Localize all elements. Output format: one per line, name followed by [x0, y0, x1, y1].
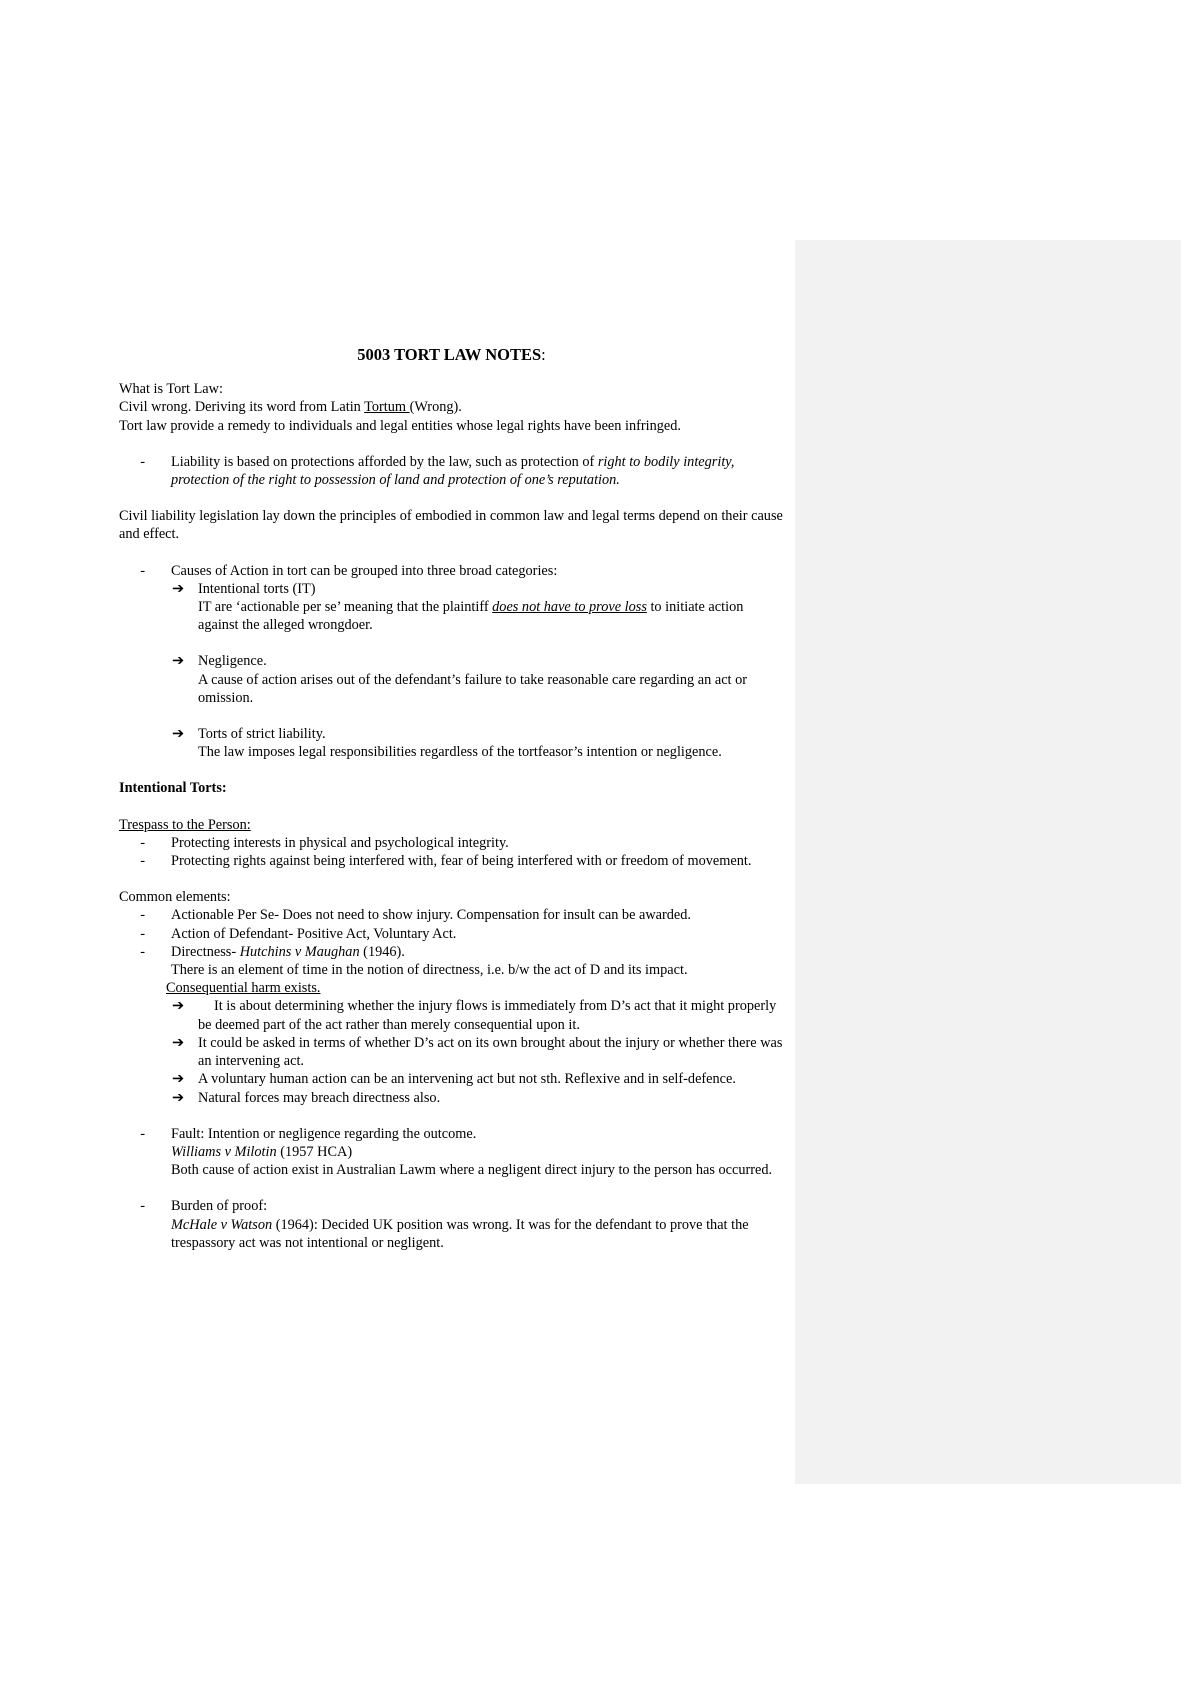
- arrow-icon: ➔: [172, 580, 184, 597]
- intro-line-1: Civil wrong. Deriving its word from Latin Tortum (Wrong).: [119, 399, 462, 416]
- trespass-bullet-1: - Protecting interests in physical and psychological integrity.: [140, 834, 509, 851]
- arrow-icon: ➔: [172, 1071, 184, 1088]
- intentional-torts-item: ➔ Intentional torts (IT): [172, 580, 316, 597]
- common-bullet-2: - Action of Defendant- Positive Act, Voluntary Act.: [140, 925, 457, 942]
- directness-arrow-4: ➔ Natural forces may breach directness also.: [172, 1089, 441, 1106]
- burden-bullet: - Burden of proof: McHale v Watson (1964): Decided UK position was wrong. It was for the defendant to prove that the trespassory act was not intentional or negligent.: [140, 1198, 749, 1251]
- consequential-harm-line: Consequential harm exists.: [166, 980, 321, 997]
- negligence-item: ➔ Negligence.: [172, 653, 267, 670]
- arrow-icon: ➔: [172, 726, 184, 743]
- arrow-icon: ➔: [172, 998, 184, 1015]
- negligence-body: A cause of action arises out of the defendant’s failure to take reasonable care regarding an act or omission.: [198, 671, 747, 706]
- arrow-icon: ➔: [172, 1089, 184, 1106]
- page-title: 5003 TORT LAW NOTES:: [357, 345, 546, 364]
- liability-bullet: - Liability is based on protections afforded by the law, such as protection of right to bodily integrity, protection of the right to possession of land and protection of one’s reputation.: [140, 453, 735, 489]
- intro-question: What is Tort Law:: [119, 381, 223, 398]
- comment-pane: [795, 240, 1181, 1484]
- directness-arrow-2: ➔ It could be asked in terms of whether D’s act on its own brought about the injury or whether there was an intervening act.: [172, 1034, 783, 1070]
- document-body: [119, 346, 784, 1252]
- common-elements-heading: Common elements:: [119, 889, 231, 906]
- arrow-icon: ➔: [172, 653, 184, 670]
- intentional-torts-heading: Intentional Torts:: [119, 780, 227, 797]
- trespass-heading: Trespass to the Person:: [119, 816, 251, 833]
- common-bullet-1: - Actionable Per Se- Does not need to show injury. Compensation for insult can be awarded.: [140, 907, 691, 924]
- intro-line-2: Tort law provide a remedy to individuals and legal entities whose legal rights have been infringed.: [119, 417, 681, 434]
- causes-bullet: - Causes of Action in tort can be grouped into three broad categories:: [140, 562, 558, 579]
- directness-arrow-3: ➔ A voluntary human action can be an intervening act but not sth. Reflexive and in self-defence.: [172, 1071, 736, 1088]
- directness-arrow-1: ➔ It is about determining whether the injury flows is immediately from D’s act that it might properly be deemed part of the act rather than merely consequential upon it.: [172, 998, 777, 1033]
- strict-liability-body: The law imposes legal responsibilities regardless of the tortfeasor’s intention or negligence.: [198, 744, 722, 761]
- directness-body: There is an element of time in the notion of directness, i.e. b/w the act of D and its impact.: [171, 962, 688, 979]
- strict-liability-item: ➔ Torts of strict liability.: [172, 726, 326, 743]
- trespass-bullet-2: - Protecting rights against being interfered with, fear of being interfered with or freedom of movement.: [140, 853, 752, 870]
- fault-bullet: - Fault: Intention or negligence regarding the outcome. Williams v Milotin (1957 HCA) Both cause of action exist in Australian Lawm where a negligent direct injury to the person has occurred.: [140, 1125, 773, 1179]
- arrow-icon: ➔: [172, 1034, 184, 1051]
- civil-liability-paragraph: Civil liability legislation lay down the principles of embodied in common law and legal terms depend on their cause and effect.: [119, 508, 783, 543]
- common-bullet-3: - Directness- Hutchins v Maughan (1946).: [140, 943, 405, 960]
- intentional-torts-body: IT are ‘actionable per se’ meaning that the plaintiff does not have to prove loss to initiate action against the alleged wrongdoer.: [198, 599, 744, 634]
